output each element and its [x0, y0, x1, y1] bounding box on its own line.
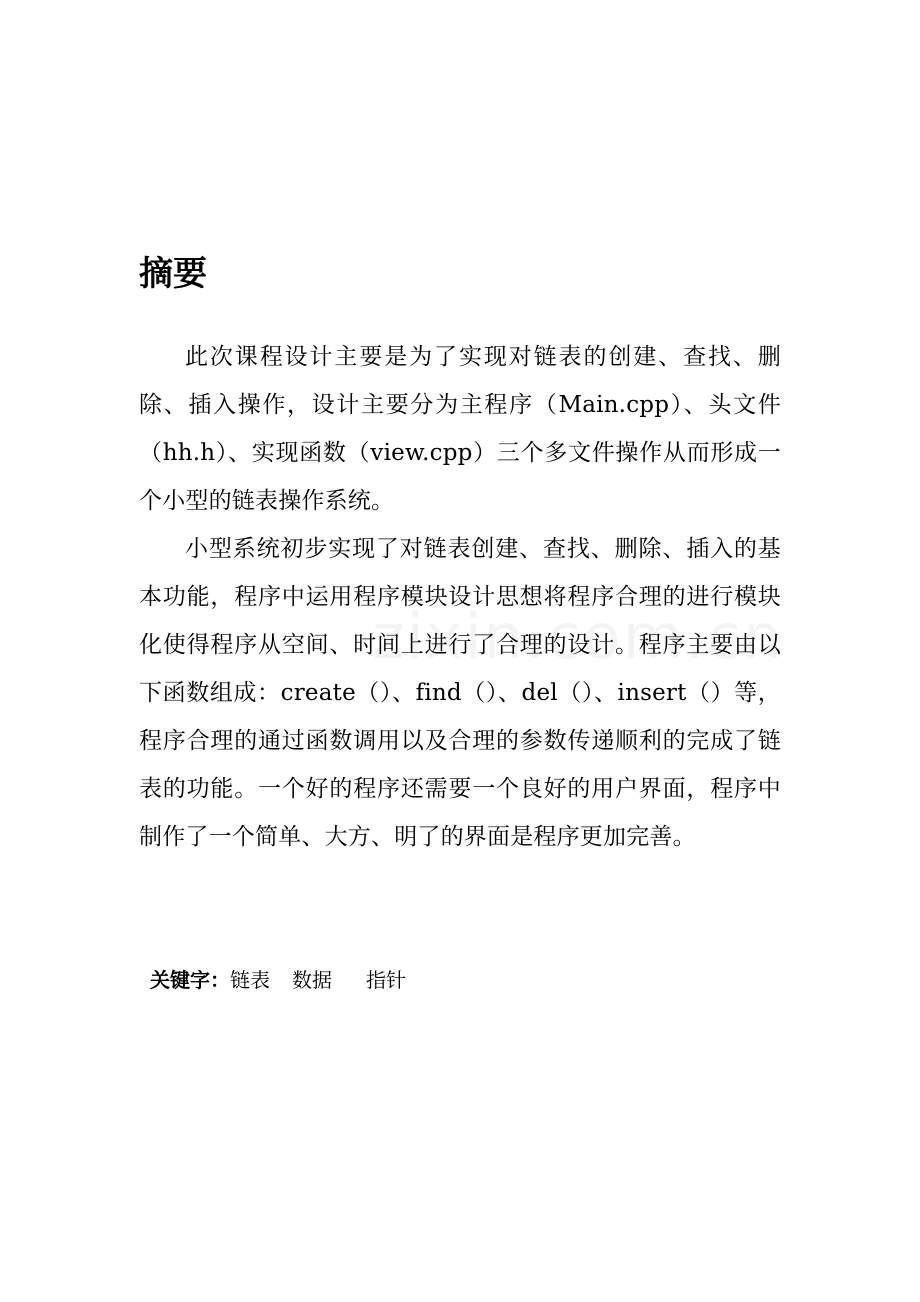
abstract-body: [139, 333, 781, 861]
abstract-paragraph-1: 此次课程设计主要是为了实现对链表的创建、查找、删除、插入操作，设计主要分为主程序（Main.cpp）、头文件（hh.h）、实现函数（view.cpp）三个多文件操作从而形成一个小型的链表操作系统。: [139, 344, 781, 514]
keyword-item: 数据: [292, 968, 332, 992]
keywords-label: 关键字：: [150, 968, 230, 992]
abstract-paragraph-2: 小型系统初步实现了对链表创建、查找、删除、插入的基本功能，程序中运用程序模块设计思想将程序合理的进行模块化使得程序从空间、时间上进行了合理的设计。程序主要由以下函数组成：create（）、find（）、del（）、insert（）等，程序合理的通过函数调用以及合理的参数传递顺利的完成了链表的功能。一个好的程序还需要一个良好的用户界面，程序中制作了一个简单、大方、明了的界面是程序更加完善。: [139, 536, 781, 850]
page-title: 摘要: [139, 254, 207, 294]
keywords-line: [150, 964, 406, 996]
keyword-item: 链表: [230, 968, 270, 992]
keyword-item: 指针: [366, 968, 406, 992]
